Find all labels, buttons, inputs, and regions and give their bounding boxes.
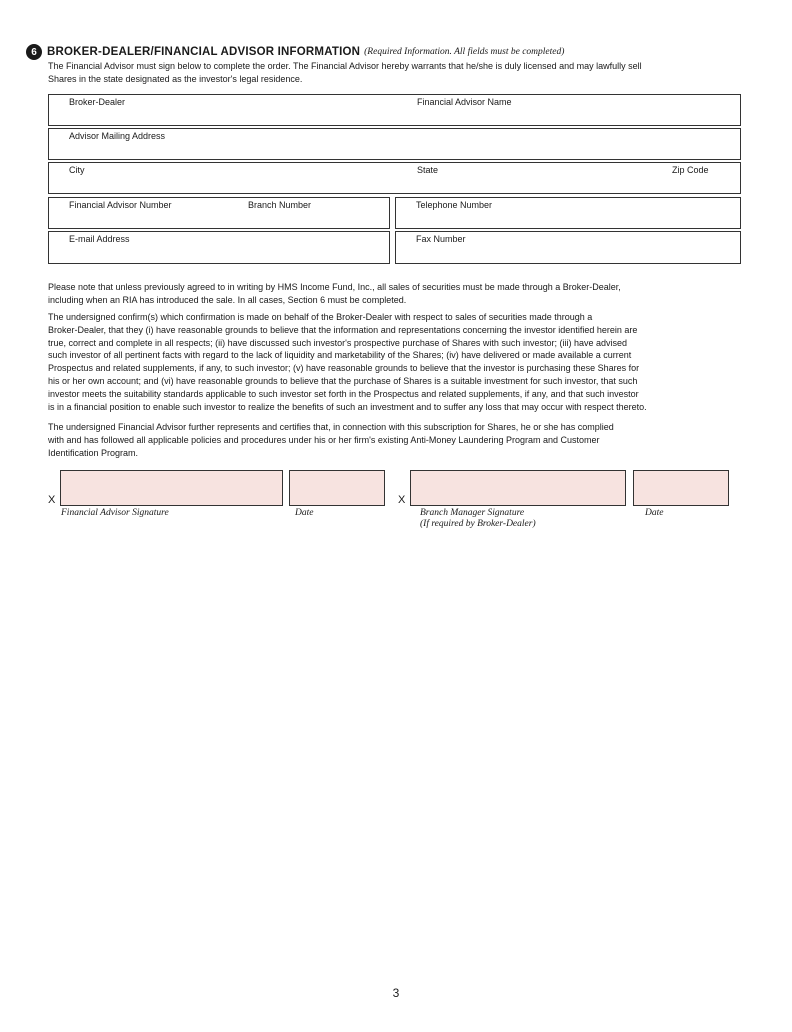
signature-x-mark: X [48,494,56,506]
branch-manager-date-box[interactable] [633,470,729,506]
branch-manager-signature-box[interactable] [410,470,626,506]
aml-certification-paragraph [48,421,748,459]
section-number-badge: 6 [27,45,41,59]
branch-manager-signature-note: (If required by Broker-Dealer) [420,519,536,529]
paragraph-line: The undersigned Financial Advisor further represents and certifies that, in connection with this subscription for Shares, he or she has complied [48,422,614,432]
financial-advisor-date-box[interactable] [289,470,385,506]
paragraph-line: is in a financial position to enable such investor to realize the benefits of such an investment and to suffer any loss that may occur with respect thereto. [48,401,647,412]
intro-line: The Financial Advisor must sign below to complete the order. The Financial Advisor hereby warrants that he/she is duly licensed and may lawfully sell [48,61,642,71]
section-title: BROKER-DEALER/FINANCIAL ADVISOR INFORMATION [47,46,361,58]
fax-number-label: Fax Number [416,234,466,244]
branch-manager-signature-caption: Branch Manager Signature [420,508,525,518]
signature-x-mark: X [398,494,406,506]
branch-number-field[interactable]: Branch Number [248,200,312,210]
section-header [27,45,564,59]
paragraph-line: with and has followed all applicable policies and procedures under his or her firm's existing Anti-Money Laundering Program and Customer [48,434,600,445]
paragraph-line: Please note that unless previously agreed to in writing by HMS Income Fund, Inc., all sales of securities must be made through a Broker-Dealer, [48,282,621,292]
state-field[interactable]: State [417,165,439,175]
paragraph-line: such investor of all pertinent facts with regard to the lack of liquidity and marketability of the Shares; (iv) have delivered or made available a current [48,350,632,361]
broker-dealer-field[interactable]: Broker-Dealer [69,97,126,107]
city-state-zip-row [48,162,741,194]
paragraph-line: including when an RIA has introduced the sale. In all cases, Section 6 must be completed. [48,294,407,305]
paragraph-line: his or her own account; and (vi) have reasonable grounds to believe that the purchase of Shares is a suitable investment for such investor, that such [48,375,638,386]
financial-advisor-date-caption: Date [295,508,314,518]
email-address-label: E-mail Address [69,234,130,244]
page-number: 3 [392,986,400,1000]
ria-notice-paragraph [48,281,748,307]
financial-advisor-name-field[interactable]: Financial Advisor Name [417,97,512,107]
advisor-mailing-address-label: Advisor Mailing Address [69,131,166,141]
fax-number-field[interactable] [395,231,741,264]
telephone-number-field[interactable] [395,197,741,229]
paragraph-line: The undersigned confirm(s) which confirmation is made on behalf of the Broker-Dealer with respect to sales of securities made through a [48,312,593,322]
paragraph-line: true, correct and complete in all respects; (ii) have discussed such investor's prospective purchase of Shares with such investor; (iii) have advised [48,337,627,348]
advisor-mailing-address-field[interactable] [48,128,741,160]
financial-advisor-signature-box[interactable] [60,470,283,506]
paragraph-line: Broker-Dealer, that they (i) have reasonable grounds to believe that the information and representations concerning the investor identified herein are [48,324,638,335]
telephone-number-label: Telephone Number [416,200,493,210]
financial-advisor-number-field[interactable]: Financial Advisor Number [69,200,172,210]
confirmation-paragraph [48,311,748,413]
intro-line: Shares in the state designated as the investor's legal residence. [48,74,303,84]
broker-dealer-row [48,94,741,126]
branch-manager-date-caption: Date [645,508,664,518]
paragraph-line: Prospectus and related supplements, if any, to such investor; (v) have reasonable grounds to believe that the investor is purchasing these Shares for [48,363,640,374]
paragraph-line: investor meets the suitability standards applicable to such investor set forth in the Prospectus and related supplements, if any, and that such investor [48,388,639,399]
zip-code-field[interactable]: Zip Code [672,165,709,175]
section-note: (Required Information. All fields must be completed) [364,47,565,57]
financial-advisor-signature-caption: Financial Advisor Signature [61,508,169,518]
city-field[interactable]: City [69,165,85,175]
email-address-field[interactable] [48,231,390,264]
section-intro [48,60,748,86]
paragraph-line: Identification Program. [48,447,139,458]
advisor-branch-number-row [48,197,390,229]
